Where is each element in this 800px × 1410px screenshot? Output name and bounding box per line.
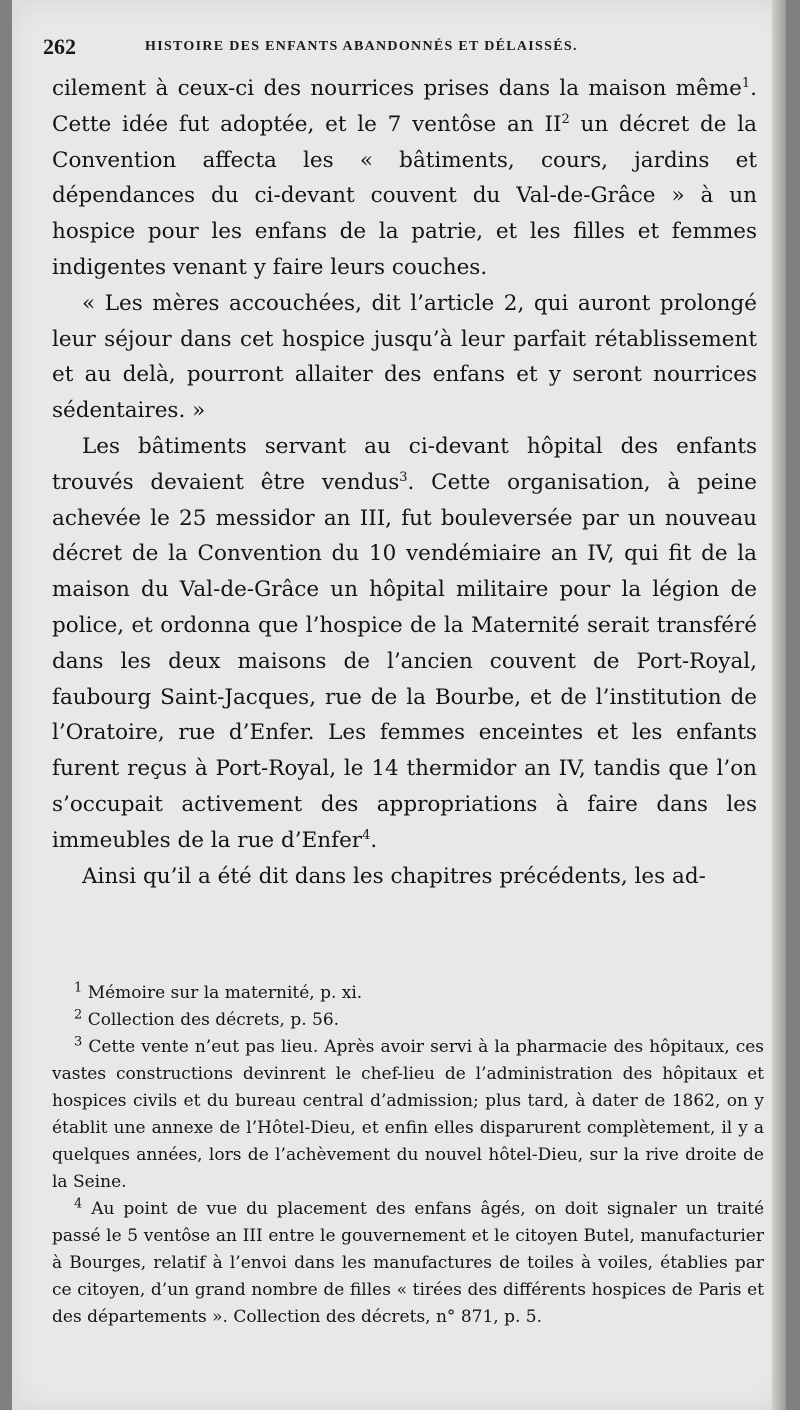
footnote-mark: 2 [74,1007,83,1023]
footnote-text: Cette vente n’eut pas lieu. Après avoir servi à la pharmacie des hôpitaux, ces vastes constructions devinrent le chef-lieu de l’administration des hôpitaux et hospices civils et du bureau central d’admission; plus tard, à dater de 1862, on y établit une annexe de l’Hôtel-Dieu, et enfin elles disparurent complètement, il y a quelques années, lors de l’achèvement du nouvel hôtel-Dieu, sur la rive droite de la Seine. [52,1037,764,1192]
paragraph-2: « Les mères accouchées, dit l’article 2, qui auront prolongé leur séjour dans cet hospice jusqu’à leur parfait rétablissement et au delà, pourront allaiter des enfans et y seront nourrices sédentaires. » [52,290,757,424]
footnote-text: Au point de vue du placement des enfans âgés, on doit signaler un traité passé le 5 ventôse an III entre le gouvernement et le citoyen Butel, manufacturier à Bourges, relatif à l’envoi dans les manufactures de toiles à voiles, établies par ce citoyen, d’un grand nombre de filles « tirées des différents hospices de Paris et des départements ». Collection des décrets, n° 871, p. 5. [52,1199,765,1327]
paragraph-1-text-c: un décret de la Convention affecta les « bâtiments, cours, jardins et dépendances du ci-devant couvent du Val-de-Grâce » à un hospice pour les enfans de la patrie, et les filles et femmes indigentes venant y faire leurs couches. [52,111,757,280]
footnote-text: Mémoire sur la maternité, p. xi. [87,983,363,1003]
paragraph-3-text-c: . [370,827,378,853]
paragraph-1-text-b: . Cette idée fut adoptée, et le 7 ventôse an II [52,76,757,137]
paragraph-3 [52,429,757,859]
footnote-2 [52,1007,764,1034]
footnote-ref-1: 1 [741,75,751,91]
page-edge [772,0,786,1410]
footnote-mark: 4 [74,1196,83,1212]
paragraph-4: Ainsi qu’il a été dit dans les chapitres précédents, les ad- [82,863,706,889]
footnote-ref-3: 3 [399,469,408,485]
paragraph-1 [52,71,757,286]
running-title: HISTOIRE DES ENFANTS ABANDONNÉS ET DÉLAISSÉS. [145,39,578,54]
footnote-text: Collection des décrets, p. 56. [87,1010,340,1030]
running-head [43,34,743,64]
footnote-mark: 1 [74,980,83,996]
footnote-ref-2: 2 [561,111,570,127]
footnote-1 [52,980,764,1007]
footnote-4 [52,1196,764,1331]
footnote-mark: 3 [74,1034,83,1050]
paragraph-1-text-a: cilement à ceux-ci des nourrices prises dans la maison même [52,76,742,101]
paragraph-3-text-a: Les bâtiments servant au ci-devant hôpital des enfants trouvés devaient être vendus [52,433,757,495]
paragraph-3-text-b: . Cette organisation, à peine achevée le 25 messidor an III, fut bouleversée par un nouveau décret de la Convention du 10 vendémiaire an IV, qui fit de la maison du Val-de-Grâce un hôpital militaire pour la légion de police, et ordonna que l’hospice de la Maternité serait transféré dans les deux maisons de l’ancien couvent de Port-Royal, faubourg Saint-Jacques, rue de la Bourbe, et de l’institution de l’Oratoire, rue d’Enfer. Les femmes enceintes et les enfants furent reçus à Port-Royal, le 14 thermidor an IV, tandis que l’on s’occupait activement des appropriations à faire dans les immeubles de la rue d’Enfer [52,469,757,853]
footnote-ref-4: 4 [362,827,371,843]
page-number: 262 [43,34,76,59]
footnotes [52,980,764,1331]
body-text [52,71,757,894]
book-page [12,0,786,1410]
footnote-3 [52,1034,764,1196]
